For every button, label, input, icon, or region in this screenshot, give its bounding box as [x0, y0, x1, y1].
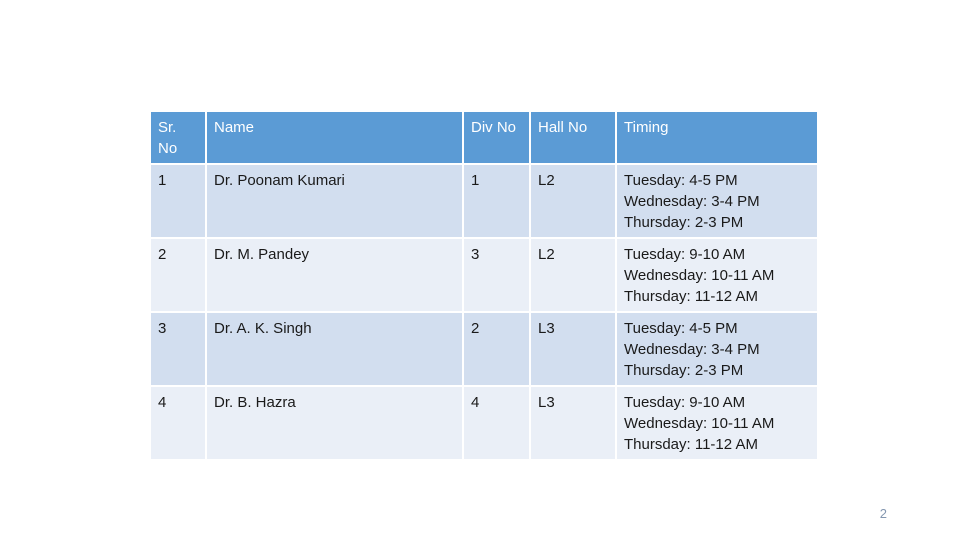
timing-line: Tuesday: 9-10 AM: [624, 394, 746, 411]
timing-line: Wednesday: 10-11 AM: [624, 267, 775, 284]
timing-line: Thursday: 11-12 AM: [624, 288, 758, 305]
cell-sr-no: 4: [150, 386, 206, 460]
header-timing: Timing: [616, 111, 818, 164]
table-row: [150, 164, 818, 238]
timing-line: Tuesday: 4-5 PM: [624, 320, 738, 337]
table-row: [150, 386, 818, 460]
cell-div-no: 4: [463, 386, 530, 460]
table-row: [150, 312, 818, 386]
header-name: Name: [206, 111, 463, 164]
timing-line: Tuesday: 9-10 AM: [624, 246, 746, 263]
cell-name: Dr. B. Hazra: [206, 386, 463, 460]
cell-hall-no: L2: [530, 238, 616, 312]
page-number: 2: [879, 506, 887, 521]
cell-div-no: 2: [463, 312, 530, 386]
timing-line: Wednesday: 3-4 PM: [624, 193, 760, 210]
cell-sr-no: 3: [150, 312, 206, 386]
header-hall-no: Hall No: [530, 111, 616, 164]
cell-div-no: 3: [463, 238, 530, 312]
cell-name: Dr. Poonam Kumari: [206, 164, 463, 238]
cell-timing: [616, 238, 818, 312]
timing-line: Wednesday: 3-4 PM: [624, 341, 760, 358]
header-sr-no: Sr. No: [150, 111, 206, 164]
timing-line: Wednesday: 10-11 AM: [624, 415, 775, 432]
cell-sr-no: 2: [150, 238, 206, 312]
header-div-no: Div No: [463, 111, 530, 164]
cell-name: Dr. A. K. Singh: [206, 312, 463, 386]
cell-div-no: 1: [463, 164, 530, 238]
cell-sr-no: 1: [150, 164, 206, 238]
timing-line: Thursday: 2-3 PM: [624, 362, 744, 379]
schedule-table: [149, 110, 819, 461]
cell-timing: [616, 164, 818, 238]
timing-line: Thursday: 11-12 AM: [624, 436, 758, 453]
cell-hall-no: L3: [530, 312, 616, 386]
cell-name: Dr. M. Pandey: [206, 238, 463, 312]
cell-timing: [616, 386, 818, 460]
timing-line: Thursday: 2-3 PM: [624, 214, 744, 231]
table-row: [150, 238, 818, 312]
table-header-row: [150, 111, 818, 164]
timing-line: Tuesday: 4-5 PM: [624, 172, 738, 189]
cell-timing: [616, 312, 818, 386]
cell-hall-no: L2: [530, 164, 616, 238]
cell-hall-no: L3: [530, 386, 616, 460]
